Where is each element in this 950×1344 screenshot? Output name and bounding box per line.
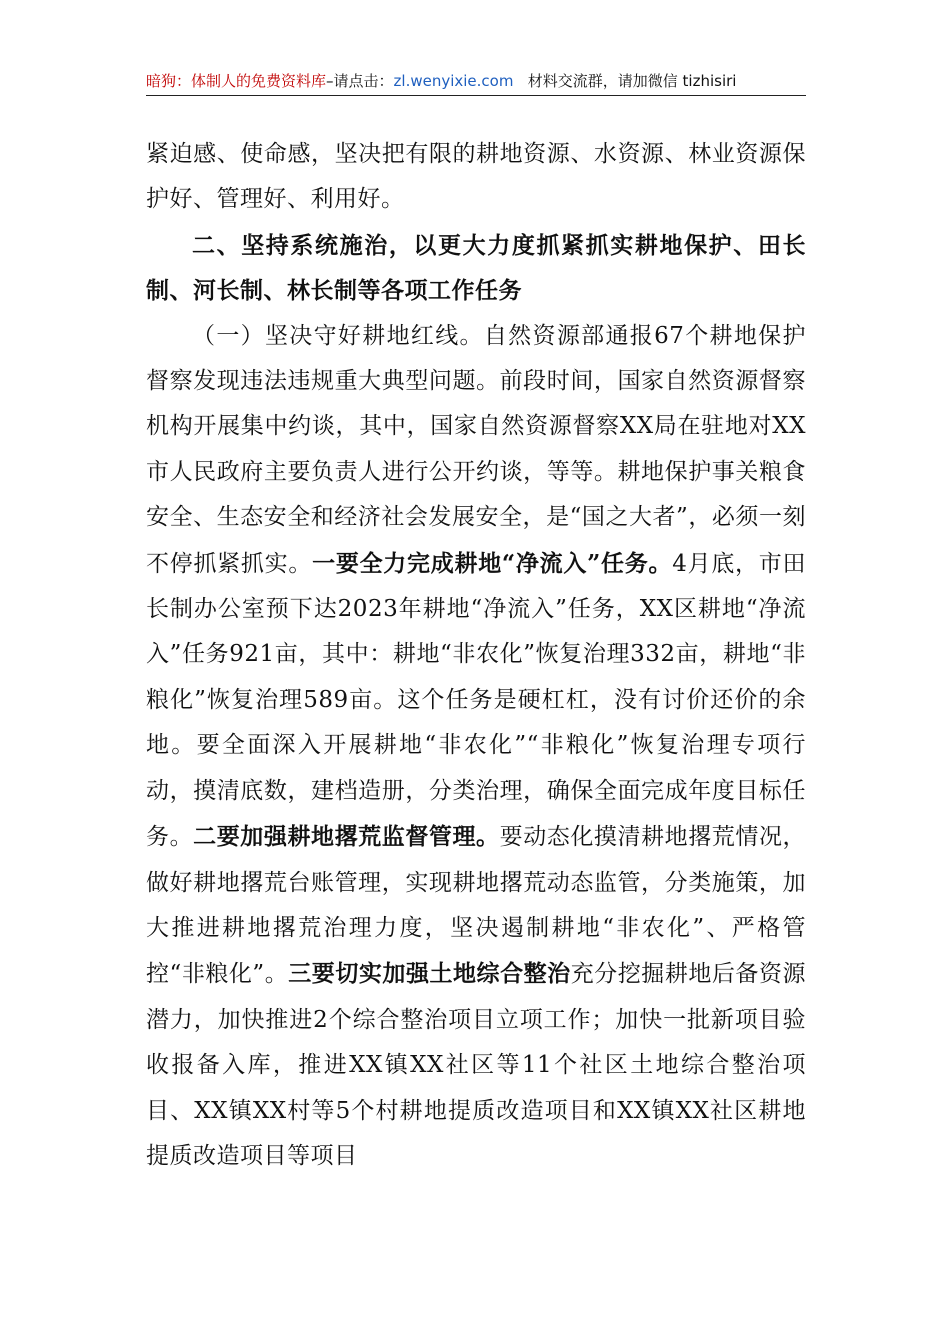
paragraph-1: 紧迫感、使命感，坚决把有限的耕地资源、水资源、林业资源保护好、管理好、利用好。 [146,141,806,213]
document-body [146,132,806,1179]
task-heading-2: 二要加强耕地撂荒监督管理。 [193,823,500,851]
paragraph-2-text-4: 充分挖掘耕地后备资源潜力，加快推进2个综合整治项目立项工作；加快一批新项目验收报备入库，推进XX镇XX社区等11个社区土地综合整治项目、XX镇XX村等5个村耕地提质改造项目和XX镇XX社区耕地提质改造项目等项目 [146,961,806,1169]
header-brand: 暗狗：体制人的免费资料库 [146,72,327,90]
header-url-link[interactable]: zl.wenyixie.com [393,72,514,90]
page-header [146,68,806,94]
header-group-text: 材料交流群，请加微信 tizhisiri [527,72,737,90]
paragraph-2-text-1: 自然资源部通报67个耕地保护督察发现违法违规重大典型问题。前段时间，国家自然资源督察机构开展集中约谈，其中，国家自然资源督察XX局在驻地对XX市人民政府主要负责人进行公开约谈，等等。耕地保护事关粮食安全、生态安全和经济社会发展安全，是“国之大者”，必须一刻不停抓紧抓实。 [146,322,806,577]
task-heading-1: 一要全力完成耕地“净流入”任务。 [312,549,673,577]
paragraph-2 [146,314,806,1180]
header-divider [146,95,806,96]
paragraph-2-text-3: 要动态化摸清耕地撂荒情况，做好耕地撂荒台账管理，实现耕地撂荒动态监管，分类施策，加大推进耕地撂荒治理力度，坚决遏制耕地“非农化”、严格管控“非粮化”。 [146,824,807,988]
header-prompt: –请点击： [326,72,394,90]
task-heading-3: 三要切实加强土地综合整治 [288,960,571,988]
section-heading-2: 二、坚持系统施治，以更大力度抓紧抓实耕地保护、田长制、河长制、林长制等各项工作任务 [146,231,806,305]
subheading-1: （一）坚决守好耕地红线。 [192,322,484,349]
paragraph-2-text-2: 4月底，市田长制办公室预下达2023年耕地“净流入”任务，XX区耕地“净流入”任务921亩，其中：耕地“非农化”恢复治理332亩，耕地“非粮化”恢复治理589亩。这个任务是硬杠杠，没有讨价还价的余地。要全面深入开展耕地“非农化”“非粮化”恢复治理专项行动，摸清底数，建档造册，分类治理，确保全面完成年度目标任务。 [146,550,807,851]
